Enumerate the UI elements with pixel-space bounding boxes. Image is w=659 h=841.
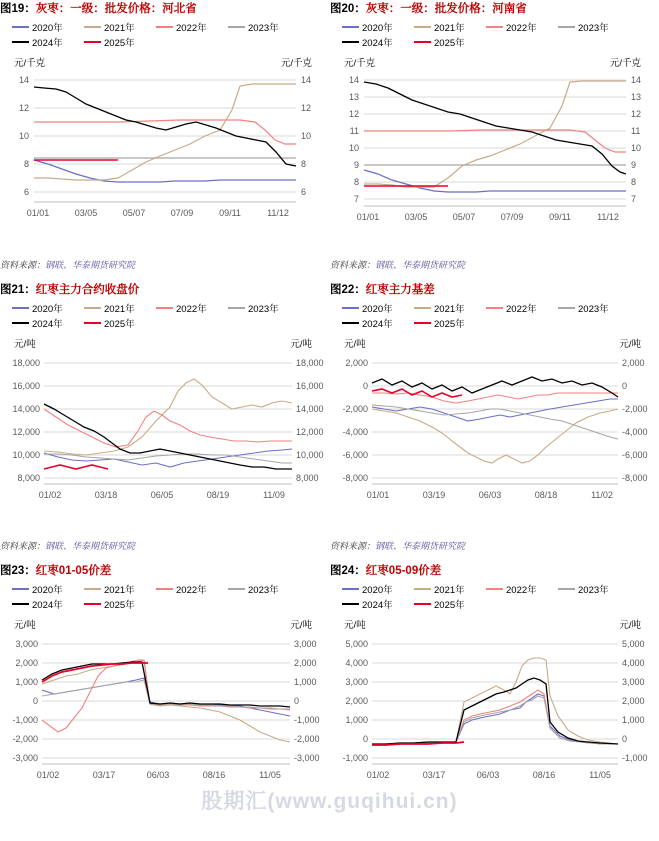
legend-item-2023: 2023年 [228, 301, 290, 315]
svg-text:3,000: 3,000 [294, 639, 317, 649]
panel-title-24 [330, 562, 659, 578]
panel-title-20 [330, 0, 659, 16]
plot-23 [0, 632, 330, 792]
svg-text:07/09: 07/09 [500, 212, 524, 222]
legend-swatch-2021 [414, 26, 431, 29]
svg-text:2,000: 2,000 [345, 358, 368, 368]
legend-item-2025: 2025年 [84, 597, 146, 611]
svg-text:3,000: 3,000 [622, 677, 645, 687]
figure-panel-20 [330, 0, 659, 281]
legend-item-2023: 2023年 [558, 20, 620, 34]
svg-text:11/02: 11/02 [591, 490, 613, 500]
legend-swatch-2025 [414, 322, 431, 325]
legend-item-2020: 2020年 [342, 582, 404, 596]
axis-units-24 [330, 617, 659, 631]
svg-text:9: 9 [631, 160, 637, 170]
legend-item-2022: 2022年 [486, 301, 548, 315]
legend-item-2021: 2021年 [414, 20, 476, 34]
svg-text:0: 0 [622, 734, 628, 744]
plot-21 [0, 351, 330, 511]
svg-text:14: 14 [348, 75, 359, 85]
legend-swatch-2025 [84, 322, 101, 325]
panel-number: 图23： [0, 565, 36, 577]
legend-23 [0, 582, 330, 611]
svg-text:10: 10 [631, 143, 642, 153]
svg-text:14: 14 [301, 75, 312, 85]
svg-text:14: 14 [18, 75, 29, 85]
svg-text:2,000: 2,000 [15, 658, 38, 668]
svg-text:10: 10 [301, 131, 312, 141]
svg-text:-2,000: -2,000 [342, 404, 368, 414]
legend-item-2022: 2022年 [156, 301, 218, 315]
svg-text:03/18: 03/18 [94, 490, 118, 500]
panel-title-21 [0, 281, 330, 297]
svg-text:-2,000: -2,000 [622, 404, 648, 414]
svg-text:4,000: 4,000 [622, 658, 645, 668]
svg-text:06/05: 06/05 [150, 490, 174, 500]
legend-item-2023: 2023年 [558, 301, 620, 315]
svg-text:09/11: 09/11 [219, 208, 241, 218]
watermark: 股期汇(www.guqihui.cn) [201, 790, 458, 813]
plot-24 [330, 632, 659, 792]
legend-item-2021: 2021年 [414, 582, 476, 596]
legend-swatch-2020 [12, 307, 29, 310]
svg-text:-2,000: -2,000 [294, 734, 320, 744]
svg-text:01/02: 01/02 [366, 770, 390, 780]
legend-swatch-2022 [156, 307, 173, 310]
legend-item-2025: 2025年 [414, 35, 476, 49]
svg-text:05/07: 05/07 [452, 212, 476, 222]
plot-19 [0, 70, 330, 230]
svg-text:11: 11 [349, 126, 359, 136]
legend-19 [0, 20, 330, 49]
panel-name: 红枣05-09价差 [365, 565, 442, 577]
svg-text:13: 13 [348, 92, 359, 102]
legend-item-2025: 2025年 [414, 597, 476, 611]
svg-text:1,000: 1,000 [622, 715, 645, 725]
svg-text:2,000: 2,000 [345, 696, 368, 706]
svg-text:-3,000: -3,000 [12, 753, 38, 763]
svg-text:09/11: 09/11 [549, 212, 571, 222]
svg-text:0: 0 [32, 696, 38, 706]
panel-name: 灰枣：一级：批发价格：河南省 [365, 3, 527, 15]
legend-item-2024: 2024年 [342, 35, 404, 49]
y-axis-unit-left: 元/吨 [344, 620, 366, 631]
y-axis-unit-right: 元/吨 [619, 339, 641, 350]
svg-text:9: 9 [353, 160, 359, 170]
svg-text:11/09: 11/09 [263, 490, 285, 500]
legend-item-2023: 2023年 [228, 20, 290, 34]
svg-text:-1,000: -1,000 [12, 715, 38, 725]
legend-swatch-2020 [12, 588, 29, 591]
svg-text:18,000: 18,000 [296, 358, 324, 368]
svg-text:08/19: 08/19 [206, 490, 230, 500]
legend-item-2022: 2022年 [156, 582, 218, 596]
panel-number: 图20： [330, 3, 366, 15]
svg-text:0: 0 [294, 696, 300, 706]
legend-swatch-2021 [414, 588, 431, 591]
svg-text:16,000: 16,000 [12, 381, 40, 391]
svg-text:05/07: 05/07 [122, 208, 146, 218]
svg-text:14: 14 [631, 75, 642, 85]
y-axis-unit-right: 元/吨 [619, 620, 641, 631]
svg-text:2,000: 2,000 [294, 658, 317, 668]
figure-panel-21 [0, 281, 330, 562]
legend-item-2024: 2024年 [342, 597, 404, 611]
legend-swatch-2021 [414, 307, 431, 310]
svg-text:10: 10 [18, 131, 29, 141]
legend-item-2024: 2024年 [12, 597, 74, 611]
legend-swatch-2024 [342, 322, 359, 325]
svg-text:08/18: 08/18 [534, 490, 558, 500]
legend-swatch-2023 [228, 307, 245, 310]
svg-text:8,000: 8,000 [17, 473, 40, 483]
svg-text:8: 8 [353, 177, 359, 187]
panel-name: 红枣01-05价差 [35, 565, 112, 577]
svg-text:-2,000: -2,000 [12, 734, 38, 744]
svg-text:01/01: 01/01 [26, 208, 50, 218]
legend-swatch-2021 [84, 588, 101, 591]
legend-24 [330, 582, 659, 611]
y-axis-unit-left: 元/千克 [344, 58, 376, 69]
svg-text:1,000: 1,000 [294, 677, 317, 687]
svg-text:-8,000: -8,000 [622, 473, 648, 483]
svg-text:06/03: 06/03 [476, 770, 500, 780]
y-axis-unit-right: 元/千克 [609, 58, 641, 69]
legend-item-2025: 2025年 [84, 316, 146, 330]
plot-22 [330, 351, 659, 511]
svg-text:12,000: 12,000 [12, 427, 40, 437]
legend-item-2020: 2020年 [342, 20, 404, 34]
legend-item-2024: 2024年 [342, 316, 404, 330]
legend-swatch-2020 [342, 26, 359, 29]
svg-text:11/12: 11/12 [597, 212, 619, 222]
legend-item-2024: 2024年 [12, 316, 74, 330]
legend-item-2025: 2025年 [84, 35, 146, 49]
svg-text:11/05: 11/05 [259, 770, 281, 780]
svg-text:14,000: 14,000 [296, 404, 324, 414]
panel-number: 图24： [330, 565, 366, 577]
svg-text:06/03: 06/03 [146, 770, 170, 780]
svg-text:16,000: 16,000 [296, 381, 324, 391]
svg-text:-8,000: -8,000 [342, 473, 368, 483]
figure-panel-22 [330, 281, 659, 562]
legend-swatch-2023 [228, 588, 245, 591]
legend-item-2025: 2025年 [414, 316, 476, 330]
legend-swatch-2024 [12, 41, 29, 44]
svg-text:0: 0 [622, 381, 628, 391]
svg-text:10,000: 10,000 [296, 450, 324, 460]
svg-text:14,000: 14,000 [12, 404, 40, 414]
svg-text:12: 12 [631, 109, 642, 119]
y-axis-unit-left: 元/吨 [14, 339, 36, 350]
svg-text:11/12: 11/12 [267, 208, 289, 218]
legend-swatch-2023 [558, 307, 575, 310]
svg-text:01/02: 01/02 [38, 490, 62, 500]
svg-text:18,000: 18,000 [12, 358, 40, 368]
legend-swatch-2024 [342, 603, 359, 606]
panel-number: 图21： [0, 284, 36, 296]
legend-item-2020: 2020年 [12, 582, 74, 596]
legend-item-2023: 2023年 [228, 582, 290, 596]
svg-text:-1,000: -1,000 [294, 715, 320, 725]
svg-text:13: 13 [631, 92, 642, 102]
legend-swatch-2023 [228, 26, 245, 29]
legend-swatch-2020 [12, 26, 29, 29]
svg-text:12: 12 [18, 103, 29, 113]
svg-text:8: 8 [301, 159, 307, 169]
svg-text:08/16: 08/16 [532, 770, 556, 780]
svg-text:6: 6 [23, 187, 29, 197]
legend-swatch-2022 [486, 26, 503, 29]
legend-swatch-2022 [486, 307, 503, 310]
legend-swatch-2023 [558, 588, 575, 591]
svg-text:3,000: 3,000 [345, 677, 368, 687]
svg-text:8,000: 8,000 [296, 473, 319, 483]
legend-item-2020: 2020年 [12, 20, 74, 34]
svg-text:0: 0 [362, 734, 368, 744]
legend-swatch-2022 [486, 588, 503, 591]
svg-text:1,000: 1,000 [15, 677, 38, 687]
panel-title-23 [0, 562, 330, 578]
axis-units-21 [0, 336, 330, 350]
legend-swatch-2024 [12, 322, 29, 325]
legend-swatch-2021 [84, 307, 101, 310]
svg-text:10: 10 [348, 143, 359, 153]
panel-name: 红枣主力基差 [365, 284, 435, 296]
svg-text:3,000: 3,000 [15, 639, 38, 649]
svg-text:01/01: 01/01 [366, 490, 390, 500]
legend-swatch-2025 [414, 41, 431, 44]
legend-item-2024: 2024年 [12, 35, 74, 49]
panel-title-19 [0, 0, 330, 16]
y-axis-unit-left: 元/吨 [344, 339, 366, 350]
svg-text:01/01: 01/01 [356, 212, 380, 222]
svg-text:5,000: 5,000 [622, 639, 645, 649]
svg-text:5,000: 5,000 [345, 639, 368, 649]
panel-name: 红枣主力合约收盘价 [35, 284, 140, 296]
source-note-22: 资料来源：钢联、华泰期货研究院 [330, 541, 466, 551]
svg-text:10,000: 10,000 [12, 450, 40, 460]
svg-text:8: 8 [631, 177, 637, 187]
svg-text:-1,000: -1,000 [622, 753, 648, 763]
plot-20 [330, 70, 659, 230]
legend-swatch-2022 [156, 26, 173, 29]
legend-swatch-2020 [342, 307, 359, 310]
y-axis-unit-right: 元/吨 [290, 620, 312, 631]
svg-text:03/17: 03/17 [422, 770, 446, 780]
legend-swatch-2024 [12, 603, 29, 606]
panel-number: 图19： [0, 3, 36, 15]
svg-text:1,000: 1,000 [345, 715, 368, 725]
figure-panel-19 [0, 0, 330, 281]
svg-text:-3,000: -3,000 [294, 753, 320, 763]
y-axis-unit-left: 元/吨 [14, 620, 36, 631]
legend-item-2021: 2021年 [84, 582, 146, 596]
axis-units-19 [0, 55, 330, 69]
svg-text:12,000: 12,000 [296, 427, 324, 437]
legend-swatch-2021 [84, 26, 101, 29]
svg-text:7: 7 [631, 194, 637, 204]
svg-text:-1,000: -1,000 [342, 753, 368, 763]
legend-21 [0, 301, 330, 330]
svg-text:-6,000: -6,000 [342, 450, 368, 460]
axis-units-20 [330, 55, 659, 69]
svg-text:6: 6 [301, 187, 307, 197]
legend-swatch-2022 [156, 588, 173, 591]
legend-20 [330, 20, 659, 49]
svg-text:11/05: 11/05 [589, 770, 611, 780]
svg-text:2,000: 2,000 [622, 696, 645, 706]
legend-item-2022: 2022年 [486, 20, 548, 34]
svg-text:7: 7 [353, 194, 359, 204]
legend-swatch-2025 [84, 41, 101, 44]
y-axis-unit-left: 元/千克 [14, 58, 46, 69]
legend-item-2022: 2022年 [486, 582, 548, 596]
legend-item-2023: 2023年 [558, 582, 620, 596]
svg-text:03/05: 03/05 [74, 208, 98, 218]
legend-item-2020: 2020年 [12, 301, 74, 315]
source-note-19: 资料来源：钢联、华泰期货研究院 [0, 260, 136, 270]
svg-text:12: 12 [348, 109, 359, 119]
legend-item-2022: 2022年 [156, 20, 218, 34]
panel-title-22 [330, 281, 659, 297]
svg-text:03/17: 03/17 [92, 770, 116, 780]
svg-text:-6,000: -6,000 [622, 450, 648, 460]
svg-text:4,000: 4,000 [345, 658, 368, 668]
svg-text:11: 11 [631, 126, 641, 136]
panel-number: 图22： [330, 284, 366, 296]
legend-item-2020: 2020年 [342, 301, 404, 315]
legend-swatch-2024 [342, 41, 359, 44]
svg-text:-4,000: -4,000 [342, 427, 368, 437]
legend-swatch-2020 [342, 588, 359, 591]
svg-text:08/16: 08/16 [202, 770, 226, 780]
svg-text:8: 8 [23, 159, 29, 169]
svg-text:-4,000: -4,000 [622, 427, 648, 437]
svg-text:03/05: 03/05 [404, 212, 428, 222]
source-note-20: 资料来源：钢联、华泰期货研究院 [330, 260, 466, 270]
svg-text:2,000: 2,000 [622, 358, 645, 368]
legend-swatch-2023 [558, 26, 575, 29]
legend-item-2021: 2021年 [84, 20, 146, 34]
y-axis-unit-right: 元/吨 [290, 339, 312, 350]
svg-text:03/19: 03/19 [422, 490, 446, 500]
y-axis-unit-right: 元/千克 [280, 58, 312, 69]
legend-22 [330, 301, 659, 330]
source-note-21: 资料来源：钢联、华泰期货研究院 [0, 541, 136, 551]
axis-units-23 [0, 617, 330, 631]
svg-text:06/03: 06/03 [478, 490, 502, 500]
legend-item-2021: 2021年 [84, 301, 146, 315]
legend-swatch-2025 [414, 603, 431, 606]
axis-units-22 [330, 336, 659, 350]
legend-item-2021: 2021年 [414, 301, 476, 315]
panel-name: 灰枣：一级：批发价格：河北省 [35, 3, 197, 15]
svg-text:07/09: 07/09 [170, 208, 194, 218]
svg-text:0: 0 [362, 381, 368, 391]
svg-text:12: 12 [301, 103, 312, 113]
legend-swatch-2025 [84, 603, 101, 606]
svg-text:01/02: 01/02 [36, 770, 60, 780]
